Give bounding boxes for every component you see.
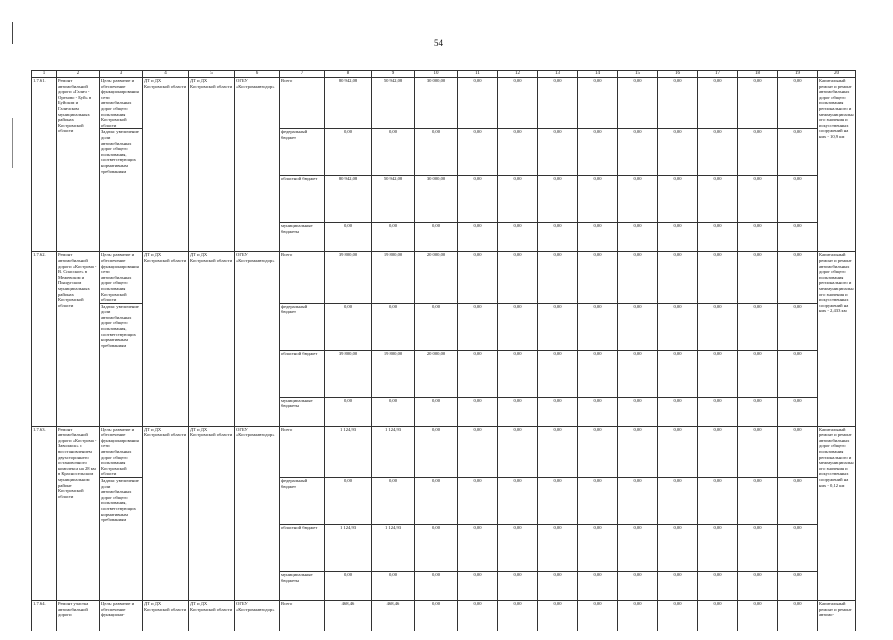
column-number: 16 [658, 71, 698, 78]
amount-cell: 80 942,08 [325, 176, 372, 223]
column-number-row [32, 71, 856, 78]
goal-text: Цель: развитие и обеспечение функциони- [100, 601, 143, 632]
responsible-4: ДТ и ДХ Костромской области [143, 252, 189, 426]
amount-cell: 50 942,08 [372, 78, 415, 129]
responsible-4: ДТ и ДХ Костромской области [143, 78, 189, 252]
amount-cell: 0,00 [578, 252, 618, 303]
amount-cell: 80 942,08 [325, 78, 372, 129]
amount-cell: 0,00 [458, 129, 498, 176]
amount-cell: 0,00 [738, 129, 778, 176]
goal-text: Цель: развитие и обеспечение функционирования сети автомобильных дорог общего пользования Костромской области [100, 78, 143, 129]
amount-cell: 0,00 [458, 426, 498, 477]
row-code: 1.7.63. [32, 426, 57, 600]
amount-cell: 0,00 [538, 78, 578, 129]
amount-cell: 0,00 [618, 176, 658, 223]
amount-cell: 30 000,00 [415, 176, 458, 223]
amount-cell: 19 800,00 [372, 350, 415, 397]
amount-cell: 0,00 [778, 223, 818, 252]
column-number: 20 [818, 71, 856, 78]
column-number: 9 [372, 71, 415, 78]
page-number: 54 [434, 38, 443, 48]
amount-cell: 0,00 [578, 426, 618, 477]
amount-cell: 0,00 [325, 478, 372, 525]
funding-source: федеральный бюджет [280, 303, 325, 350]
amount-cell: 0,00 [698, 572, 738, 601]
funding-source: областной бюджет [280, 350, 325, 397]
amount-cell: 0,00 [698, 478, 738, 525]
amount-cell: 0,00 [458, 572, 498, 601]
amount-cell: 0,00 [578, 525, 618, 572]
amount-cell: 0,00 [578, 303, 618, 350]
amount-cell: 0,00 [498, 426, 538, 477]
amount-cell: 0,00 [738, 252, 778, 303]
amount-cell: 0,00 [415, 426, 458, 477]
amount-cell: 0,00 [538, 601, 578, 632]
amount-cell: 0,00 [738, 572, 778, 601]
amount-cell: 0,00 [778, 129, 818, 176]
column-number: 8 [325, 71, 372, 78]
amount-cell: 0,00 [698, 223, 738, 252]
column-number: 18 [738, 71, 778, 78]
column-number: 5 [189, 71, 235, 78]
amount-cell: 0,00 [372, 397, 415, 426]
amount-cell: 0,00 [658, 303, 698, 350]
amount-cell: 0,00 [738, 303, 778, 350]
funding-source: муниципальные бюджеты [280, 223, 325, 252]
funding-source: муниципальные бюджеты [280, 397, 325, 426]
amount-cell: 0,00 [498, 78, 538, 129]
amount-cell: 0,00 [415, 478, 458, 525]
amount-cell: 0,00 [738, 397, 778, 426]
amount-cell: 0,00 [372, 303, 415, 350]
amount-cell: 0,00 [325, 572, 372, 601]
funding-source: Всего [280, 78, 325, 129]
row-code: 1.7.62. [32, 252, 57, 426]
funding-row [32, 601, 856, 632]
amount-cell: 0,00 [738, 223, 778, 252]
amount-cell: 0,00 [415, 397, 458, 426]
amount-cell: 0,00 [738, 478, 778, 525]
amount-cell: 0,00 [698, 78, 738, 129]
amount-cell: 0,00 [498, 397, 538, 426]
amount-cell: 0,00 [658, 525, 698, 572]
amount-cell: 0,00 [458, 350, 498, 397]
amount-cell: 0,00 [538, 350, 578, 397]
amount-cell: 20 000,00 [415, 350, 458, 397]
amount-cell: 0,00 [538, 397, 578, 426]
amount-cell: 0,00 [698, 129, 738, 176]
activity-name: Ремонт автомобильной дороги «Кострома - Заволжск» с восстановлением двухстороннего остановочного комплекса на 28 км в Красносельском муниципальном районе Костромской области [57, 426, 100, 600]
result-text: Капитальный ремонт и ремонт автомо- [818, 601, 856, 632]
amount-cell: 1 124,93 [325, 525, 372, 572]
amount-cell: 0,00 [698, 350, 738, 397]
amount-cell: 0,00 [778, 478, 818, 525]
amount-cell: 0,00 [778, 350, 818, 397]
amount-cell: 0,00 [458, 601, 498, 632]
amount-cell: 0,00 [658, 78, 698, 129]
amount-cell: 0,00 [538, 303, 578, 350]
margin-mark [12, 22, 13, 44]
activity-name: Ремонт участка автомобильной дороги [57, 601, 100, 632]
amount-cell: 0,00 [458, 78, 498, 129]
column-number: 1 [32, 71, 57, 78]
amount-cell: 0,00 [325, 129, 372, 176]
amount-cell: 0,00 [618, 350, 658, 397]
row-code: 1.7.64. [32, 601, 57, 632]
column-number: 17 [698, 71, 738, 78]
activity-name: Ремонт автомобильной дороги «Кострома - В. Спасское» в Межевском и Пыщугском муниципальных районах Костромской области [57, 252, 100, 426]
column-number: 19 [778, 71, 818, 78]
margin-mark [12, 118, 13, 168]
amount-cell: 0,00 [698, 176, 738, 223]
amount-cell: 0,00 [738, 601, 778, 632]
amount-cell: 0,00 [778, 601, 818, 632]
amount-cell: 0,00 [538, 426, 578, 477]
funding-row [32, 426, 856, 477]
amount-cell: 0,00 [415, 601, 458, 632]
goal-text: Цель: развитие и обеспечение функционирования сети автомобильных дорог общего пользования Костромской области [100, 426, 143, 477]
responsible-5: ДТ и ДХ Костромской области [189, 426, 235, 600]
amount-cell: 0,00 [738, 176, 778, 223]
activity-name: Ремонт автомобильной дороги «Галич - Орехово - Буй» в Буйском и Галичском муниципальных районах Костромской области [57, 78, 100, 252]
responsible-4: ДТ и ДХ Костромской области [143, 601, 189, 632]
amount-cell: 0,00 [578, 397, 618, 426]
amount-cell: 0,00 [778, 176, 818, 223]
amount-cell: 0,00 [618, 525, 658, 572]
responsible-5: ДТ и ДХ Костромской области [189, 78, 235, 252]
amount-cell: 468,46 [372, 601, 415, 632]
amount-cell: 0,00 [458, 176, 498, 223]
column-number: 6 [235, 71, 280, 78]
amount-cell: 0,00 [618, 426, 658, 477]
amount-cell: 0,00 [498, 129, 538, 176]
funding-source: Всего [280, 252, 325, 303]
amount-cell: 0,00 [658, 223, 698, 252]
amount-cell: 0,00 [778, 397, 818, 426]
amount-cell: 1 124,93 [372, 525, 415, 572]
amount-cell: 0,00 [658, 397, 698, 426]
amount-cell: 0,00 [658, 426, 698, 477]
funding-source: федеральный бюджет [280, 129, 325, 176]
amount-cell: 0,00 [498, 252, 538, 303]
amount-cell: 0,00 [618, 601, 658, 632]
amount-cell: 0,00 [698, 397, 738, 426]
amount-cell: 0,00 [325, 223, 372, 252]
amount-cell: 0,00 [778, 78, 818, 129]
amount-cell: 0,00 [778, 252, 818, 303]
amount-cell: 0,00 [778, 572, 818, 601]
funding-source: муниципальные бюджеты [280, 572, 325, 601]
responsible-6: ОГБУ «Костромаавтодор» [235, 78, 280, 252]
column-number: 3 [100, 71, 143, 78]
amount-cell: 0,00 [538, 525, 578, 572]
funding-row [32, 78, 856, 129]
amount-cell: 1 124,93 [372, 426, 415, 477]
column-number: 13 [538, 71, 578, 78]
amount-cell: 0,00 [578, 176, 618, 223]
funding-source: областной бюджет [280, 176, 325, 223]
amount-cell: 0,00 [538, 478, 578, 525]
amount-cell: 0,00 [498, 223, 538, 252]
amount-cell: 0,00 [578, 78, 618, 129]
amount-cell: 0,00 [658, 176, 698, 223]
amount-cell: 0,00 [498, 176, 538, 223]
amount-cell: 0,00 [618, 223, 658, 252]
amount-cell: 0,00 [778, 426, 818, 477]
column-number: 12 [498, 71, 538, 78]
amount-cell: 0,00 [698, 601, 738, 632]
amount-cell: 0,00 [578, 601, 618, 632]
goal-text: Цель: развитие и обеспечение функционирования сети автомобильных дорог общего пользования Костромской области [100, 252, 143, 303]
responsible-4: ДТ и ДХ Костромской области [143, 426, 189, 600]
amount-cell: 0,00 [738, 525, 778, 572]
amount-cell: 0,00 [778, 525, 818, 572]
amount-cell: 0,00 [618, 78, 658, 129]
amount-cell: 0,00 [658, 601, 698, 632]
amount-cell: 0,00 [498, 478, 538, 525]
amount-cell: 0,00 [618, 303, 658, 350]
task-text: Задача: увеличение доли автомобильных дорог общего пользования, соответствующих нормативным требованиям [100, 129, 143, 252]
amount-cell: 0,00 [415, 303, 458, 350]
funding-source: федеральный бюджет [280, 478, 325, 525]
amount-cell: 0,00 [578, 223, 618, 252]
amount-cell: 0,00 [778, 303, 818, 350]
amount-cell: 0,00 [498, 303, 538, 350]
result-text: Капитальный ремонт и ремонт автомобильных дорог общего пользования регионального и межмуниципального значения и искусственных сооружений на них - 10,9 км [818, 78, 856, 252]
responsible-6: ОГБУ «Костромаавтодор» [235, 601, 280, 632]
amount-cell: 0,00 [372, 478, 415, 525]
result-text: Капитальный ремонт и ремонт автомобильных дорог общего пользования регионального и межмуниципального значения и искусственных сооружений на них - 0,12 км [818, 426, 856, 600]
amount-cell: 0,00 [415, 572, 458, 601]
amount-cell: 30 000,00 [415, 78, 458, 129]
amount-cell: 0,00 [325, 397, 372, 426]
amount-cell: 1 124,93 [325, 426, 372, 477]
amount-cell: 0,00 [738, 78, 778, 129]
amount-cell: 0,00 [578, 350, 618, 397]
amount-cell: 0,00 [618, 397, 658, 426]
funding-row [32, 252, 856, 303]
column-number: 11 [458, 71, 498, 78]
amount-cell: 0,00 [578, 572, 618, 601]
amount-cell: 0,00 [738, 426, 778, 477]
column-number: 7 [280, 71, 325, 78]
row-code: 1.7.61. [32, 78, 57, 252]
amount-cell: 0,00 [698, 525, 738, 572]
amount-cell: 0,00 [538, 129, 578, 176]
amount-cell: 0,00 [458, 223, 498, 252]
amount-cell: 0,00 [415, 223, 458, 252]
column-number: 10 [415, 71, 458, 78]
amount-cell: 468,46 [325, 601, 372, 632]
amount-cell: 0,00 [658, 478, 698, 525]
amount-cell: 0,00 [415, 129, 458, 176]
amount-cell: 0,00 [498, 572, 538, 601]
amount-cell: 0,00 [458, 478, 498, 525]
amount-cell: 0,00 [658, 350, 698, 397]
amount-cell: 0,00 [538, 176, 578, 223]
amount-cell: 0,00 [578, 129, 618, 176]
funding-source: областной бюджет [280, 525, 325, 572]
responsible-5: ДТ и ДХ Костромской области [189, 601, 235, 632]
amount-cell: 0,00 [458, 252, 498, 303]
amount-cell: 0,00 [698, 303, 738, 350]
responsible-5: ДТ и ДХ Костромской области [189, 252, 235, 426]
amount-cell: 39 800,00 [325, 252, 372, 303]
amount-cell: 0,00 [325, 303, 372, 350]
amount-cell: 0,00 [658, 252, 698, 303]
amount-cell: 0,00 [538, 252, 578, 303]
task-text: Задача: увеличение доли автомобильных дорог общего пользования, соответствующих нормативным требованиям [100, 478, 143, 601]
column-number: 15 [618, 71, 658, 78]
amount-cell: 0,00 [538, 572, 578, 601]
amount-cell: 20 000,00 [415, 252, 458, 303]
amount-cell: 0,00 [372, 572, 415, 601]
amount-cell: 50 942,08 [372, 176, 415, 223]
amount-cell: 19 800,00 [372, 252, 415, 303]
amount-cell: 0,00 [698, 426, 738, 477]
program-table [31, 70, 856, 631]
amount-cell: 0,00 [738, 350, 778, 397]
amount-cell: 0,00 [618, 129, 658, 176]
task-text: Задача: увеличение доли автомобильных дорог общего пользования, соответствующих нормативным требованиям [100, 303, 143, 426]
amount-cell: 0,00 [618, 572, 658, 601]
amount-cell: 0,00 [698, 252, 738, 303]
amount-cell: 0,00 [458, 525, 498, 572]
amount-cell: 0,00 [578, 478, 618, 525]
amount-cell: 0,00 [372, 129, 415, 176]
amount-cell: 0,00 [498, 601, 538, 632]
amount-cell: 0,00 [538, 223, 578, 252]
amount-cell: 0,00 [458, 303, 498, 350]
funding-source: Всего [280, 426, 325, 477]
column-number: 2 [57, 71, 100, 78]
funding-source: Всего [280, 601, 325, 632]
column-number: 14 [578, 71, 618, 78]
amount-cell: 0,00 [372, 223, 415, 252]
responsible-6: ОГБУ «Костромаавтодор» [235, 252, 280, 426]
amount-cell: 39 800,00 [325, 350, 372, 397]
amount-cell: 0,00 [458, 397, 498, 426]
amount-cell: 0,00 [618, 478, 658, 525]
amount-cell: 0,00 [498, 525, 538, 572]
amount-cell: 0,00 [415, 525, 458, 572]
amount-cell: 0,00 [658, 572, 698, 601]
amount-cell: 0,00 [618, 252, 658, 303]
responsible-6: ОГБУ «Костромаавтодор» [235, 426, 280, 600]
amount-cell: 0,00 [498, 350, 538, 397]
result-text: Капитальный ремонт и ремонт автомобильных дорог общего пользования регионального и межмуниципального значения и искусственных сооружений на них - 2,433 км [818, 252, 856, 426]
amount-cell: 0,00 [658, 129, 698, 176]
column-number: 4 [143, 71, 189, 78]
